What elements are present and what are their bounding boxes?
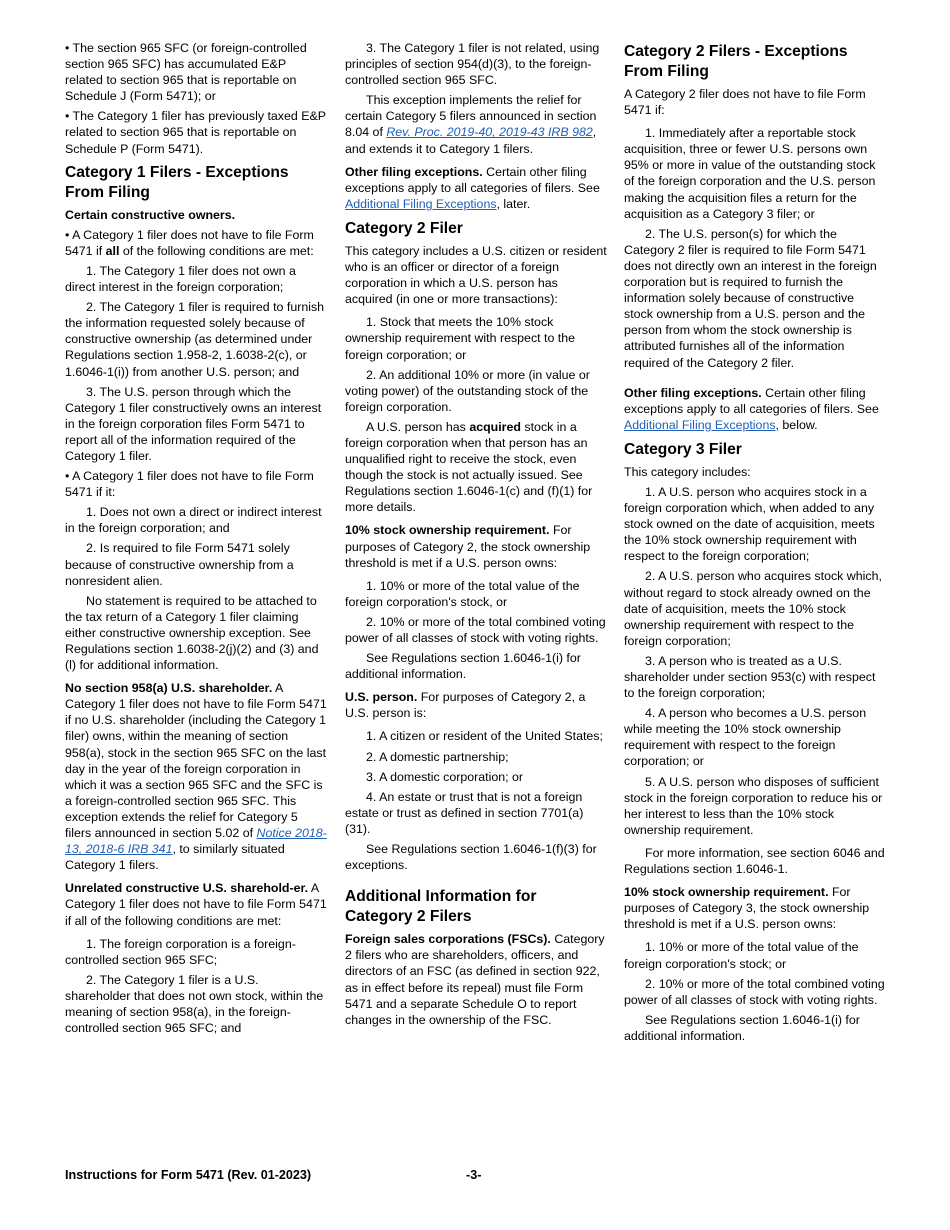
paragraph-see-regulations: See Regulations section 1.6046-1(i) for additional information.	[624, 1012, 860, 1043]
paragraph-acquired: A U.S. person has acquired stock in a foreign corporation when that person has an unqualified right to receive the stock, even though the stock is not actually issued. See Regulations section 1.6046-1(c) and (f)(1) for more details.	[345, 419, 593, 515]
heading-category2-filer: Category 2 Filer	[345, 219, 463, 237]
list-item: 2. The Category 1 filer is a U.S. shareholder that does not own stock, within the meaning of section 958(a), in the foreign-controlled section 965 SFC; and	[65, 972, 324, 1036]
list-item: 2. The Category 1 filer is required to furnish the information requested solely because of constructive ownership (as determined under Regulations section 1.958-2, 1.6038-2(c), or 1.6046-1(i)) from another U.S. person; and	[65, 300, 325, 379]
list-item: 3. A domestic corporation; or	[366, 769, 524, 784]
list-item: 2. A domestic partnership;	[366, 749, 509, 764]
list-item: 4. A person who becomes a U.S. person while meeting the 10% stock ownership requirement with respect to the foreign corporation; or	[624, 706, 867, 769]
paragraph-see-exceptions: See Regulations section 1.6046-1(f)(3) for exceptions.	[345, 842, 597, 873]
notice-2018-13-link[interactable]: Notice 2018-13, 2018-6 IRB 341	[65, 826, 327, 857]
heading-additional-info: Additional Information for Category 2 Filers	[345, 888, 537, 926]
list-item: 1. A U.S. person who acquires stock in a foreign corporation which, when added to any stock owned on the date of acquisition, meets the 10% stock ownership requirement with respect to the foreign corporation;	[624, 484, 875, 564]
list-item: 1. Immediately after a reportable stock acquisition, three or fewer U.S. persons own 95% or more in value of the outstanding stock of the foreign corporation and the U.S. person making the acquisition files a return for the acquisition as a Category 3 filer; or	[624, 126, 876, 221]
footer-form-title: Instructions for Form 5471 (Rev. 01-2023)	[65, 1168, 312, 1182]
list-item: 1. 10% or more of the total value of the foreign corporation's stock, or	[345, 578, 580, 609]
paragraph-category2-intro: This category includes a U.S. citizen or resident who is an officer or director of a foreign corporation in which a U.S. person has acquired (in one or more transactions):	[345, 243, 607, 307]
additional-filing-exceptions-link[interactable]: Additional Filing Exceptions	[345, 196, 497, 211]
list-item: 3. The Category 1 filer is not related, using principles of section 954(d)(3), to the foreign-controlled section 965 SFC.	[345, 41, 600, 88]
additional-filing-exceptions-link[interactable]: Additional Filing Exceptions	[624, 417, 776, 432]
paragraph-see-regulations: See Regulations section 1.6046-1(i) for additional information.	[345, 651, 581, 682]
footer-page-number: -3-	[466, 1168, 482, 1182]
paragraph-category3-intro: This category includes:	[624, 464, 751, 479]
certain-constructive-owners-heading: Certain constructive owners.	[65, 207, 236, 222]
rev-proc-2019-40-link[interactable]: Rev. Proc. 2019-40, 2019-43 IRB 982	[386, 125, 593, 140]
heading-category2-exceptions: Category 2 Filers - Exceptions From Filing	[624, 43, 848, 80]
heading-category3-filer: Category 3 Filer	[624, 440, 742, 458]
list-item: 2. 10% or more of the total combined voting power of all classes of stock with voting rights.	[624, 976, 885, 1007]
list-item: 1. The foreign corporation is a foreign-controlled section 965 SFC;	[65, 936, 296, 967]
paragraph-fsc: Foreign sales corporations (FSCs). Category 2 filers who are shareholders, officers, and directors of an FSC (as defined in section 922, as in effect before its repeal) must file Form 5471 and a separate Schedule O to report changes in the ownership of the FSC.	[345, 932, 605, 1027]
paragraph-exception-implements: This exception implements the relief for certain Category 5 filers announced in section 8.04 of Rev. Proc. 2019-40, 2019-43 IRB 982, and extends it to Category 1 filers.	[345, 93, 597, 156]
paragraph-ownership-requirement: 10% stock ownership requirement. For purposes of Category 3, the stock ownership threshold is met if a U.S. person owns:	[624, 885, 870, 932]
list-item: 5. A U.S. person who disposes of sufficient stock in the foreign corporation to reduce his or her interest to less than the 10% stock ownership requirement.	[624, 774, 883, 837]
paragraph-other-exceptions: Other filing exceptions. Certain other filing exceptions apply to all categories of filers. See Additional Filing Exceptions, below.	[624, 385, 879, 432]
paragraph-more-info: For more information, see section 6046 and Regulations section 1.6046-1.	[624, 845, 885, 877]
list-item: 2. A U.S. person who acquires stock which, without regard to stock already owned on the date of acquisition, meets the 10% stock ownership requirement with respect to the foreign corporation;	[624, 569, 882, 648]
column-1	[65, 40, 327, 1040]
list-item: 2. Is required to file Form 5471 solely because of constructive ownership from a nonresident alien.	[65, 541, 294, 588]
paragraph-no-958a: No section 958(a) U.S. shareholder. A Category 1 filer does not have to file Form 5471 if no U.S. shareholder (including the Category 1 filer) owns, within the meaning of section 958(a), stock in the section 965 SFC on the last day in the year of the foreign corporation in which it was a section 965 SFC and the SFC is a foreign-controlled section 965 SFC. This exception extends the relief for Category 5 filers announced in section 5.02 of Notice 2018-13, 2018-6 IRB 341, to similarly situated Category 1 filers.	[65, 681, 327, 873]
list-item: 3. A person who is treated as a U.S. shareholder under section 953(c) with respect to the foreign corporation;	[624, 653, 876, 701]
list-item: 1. A citizen or resident of the United States;	[366, 729, 603, 744]
list-item: 1. 10% or more of the total value of the foreign corporation's stock; or	[624, 940, 859, 971]
bullet-if-it: • A Category 1 filer does not have to file Form 5471 if it:	[65, 469, 314, 500]
list-item: 1. The Category 1 filer does not own a direct interest in the foreign corporation;	[65, 263, 296, 295]
bullet-schedule-j: • The section 965 SFC (or foreign-controlled section 965 SFC) has accumulated E&P related to section 965 that is reportable on Schedule J (Form 5471); or	[65, 41, 307, 104]
column-2	[345, 40, 607, 1035]
paragraph-ownership-requirement: 10% stock ownership requirement. For purposes of Category 2, the stock ownership threshold is met if a U.S. person owns:	[345, 523, 591, 570]
column-3	[624, 40, 886, 1051]
list-item: 1. Stock that meets the 10% stock ownership requirement with respect to the foreign corporation; or	[345, 315, 576, 362]
list-item: 2. An additional 10% or more (in value or voting power) of the outstanding stock of the foreign corporation.	[345, 367, 590, 414]
paragraph-no-statement: No statement is required to be attached to the tax return of a Category 1 filer claiming either constructive ownership exception. See Regulations section 1.6038-2(j)(2) and (3) and (l) for additional information.	[65, 593, 319, 673]
paragraph-other-exceptions: Other filing exceptions. Certain other filing exceptions apply to all categories of filers. See Additional Filing Exceptions, later.	[345, 164, 600, 211]
bullet-schedule-p: • The Category 1 filer has previously taxed E&P related to section 965 that is reportable on Schedule P (Form 5471).	[65, 109, 326, 156]
list-item: 4. An estate or trust that is not a foreign estate or trust as defined in section 7701(a)(31).	[345, 789, 584, 836]
bullet-conditions: • A Category 1 filer does not have to file Form 5471 if all of the following conditions are met:	[65, 227, 314, 258]
paragraph-exceptions-intro: A Category 2 filer does not have to file Form 5471 if:	[624, 87, 866, 118]
list-item: 2. 10% or more of the total combined voting power of all classes of stock with voting rights.	[345, 614, 606, 645]
paragraph-us-person: U.S. person. For purposes of Category 2, a U.S. person is:	[345, 690, 586, 721]
list-item: 3. The U.S. person through which the Category 1 filer constructively owns an interest in the foreign corporation files Form 5471 to report all of the information required of the Category 1 filer.	[65, 384, 322, 463]
heading-category1-exceptions: Category 1 Filers - Exceptions From Filing	[65, 163, 289, 201]
paragraph-unrelated-shareholder: Unrelated constructive U.S. sharehold-er. A Category 1 filer does not have to file Form 5471 if all of the following conditions are met:	[65, 881, 327, 928]
list-item: 2. The U.S. person(s) for which the Category 2 filer is required to file Form 5471 does not directly own an interest in the foreign corporation but is required to furnish the information solely because of constructive stock ownership from a U.S. person and the person from whom the stock ownership is attributed furnishes all of the information required of the Category 2 filer.	[624, 226, 877, 370]
list-item: 1. Does not own a direct or indirect interest in the foreign corporation; and	[65, 505, 322, 536]
